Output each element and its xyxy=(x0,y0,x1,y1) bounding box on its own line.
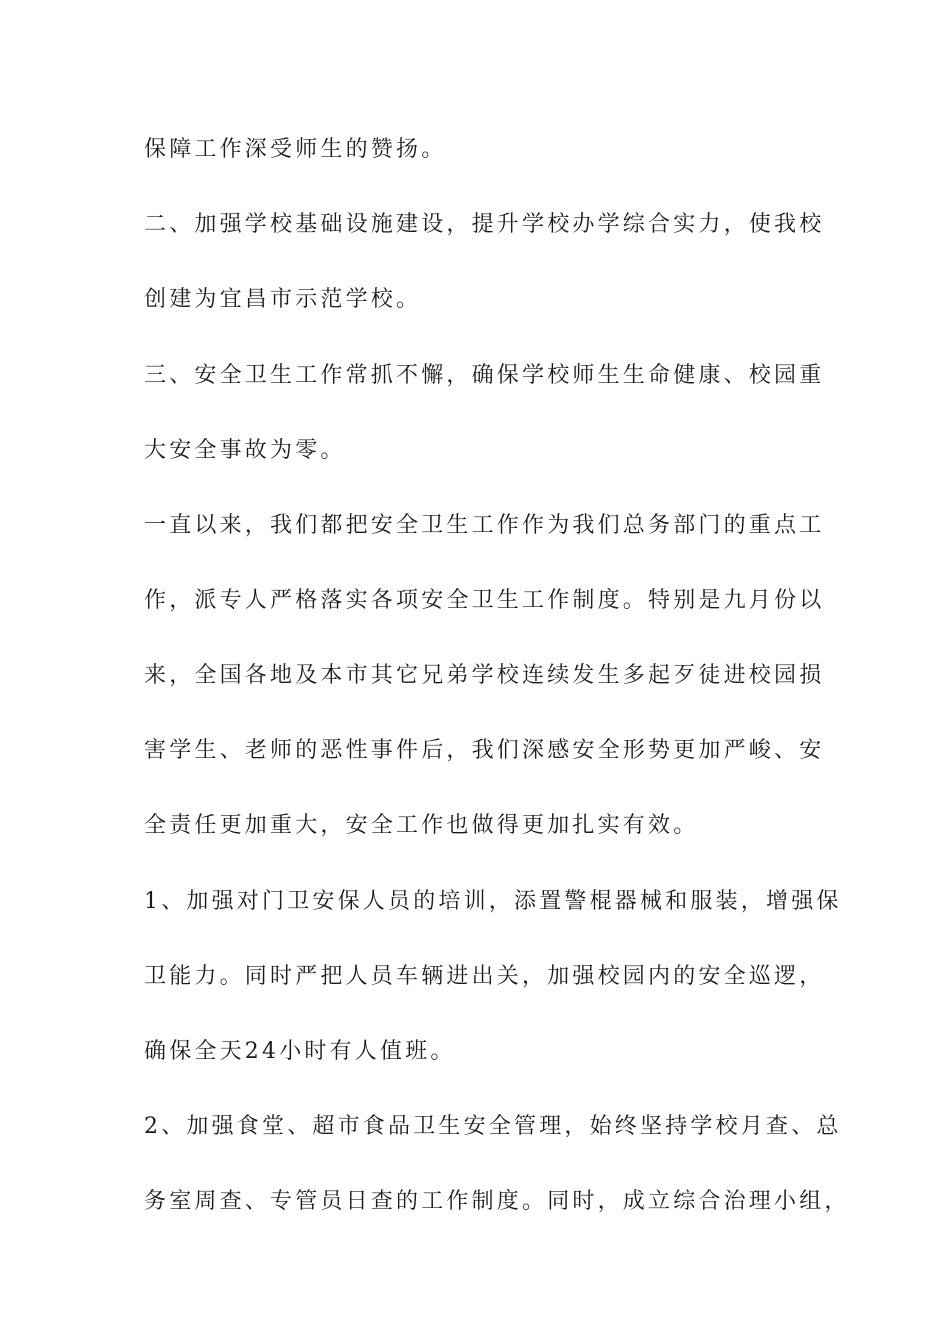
text-line: 害学生、老师的恶性事件后，我们深感安全形势更加严峻、安 xyxy=(144,738,825,763)
text-line: 1、加强对门卫安保人员的培训，添置警棍器械和服装，增强保 xyxy=(144,889,842,914)
text-line: 保障工作深受师生的赞扬。 xyxy=(144,137,447,162)
text-line: 作，派专人严格落实各项安全卫生工作制度。特别是九月份以 xyxy=(144,588,825,613)
text-line: 大安全事故为零。 xyxy=(144,438,346,463)
text-line: 来，全国各地及本市其它兄弟学校连续发生多起歹徒进校园损 xyxy=(144,663,825,688)
text-line: 三、安全卫生工作常抓不懈，确保学校师生生命健康、校园重 xyxy=(144,363,825,388)
text-line: 卫能力。同时严把人员车辆进出关，加强校园内的安全巡逻， xyxy=(144,964,825,989)
text-line: 2、加强食堂、超市食品卫生安全管理，始终坚持学校月查、总 xyxy=(144,1114,842,1139)
text-line: 二、加强学校基础设施建设，提升学校办学综合实力，使我校 xyxy=(144,212,825,237)
text-line: 全责任更加重大，安全工作也做得更加扎实有效。 xyxy=(144,813,699,838)
text-line: 一直以来，我们都把安全卫生工作作为我们总务部门的重点工 xyxy=(144,513,825,538)
text-line: 确保全天24小时有人值班。 xyxy=(144,1039,456,1064)
text-line: 务室周查、专管员日查的工作制度。同时，成立综合治理小组， xyxy=(144,1189,850,1214)
text-line: 创建为宜昌市示范学校。 xyxy=(144,287,422,312)
